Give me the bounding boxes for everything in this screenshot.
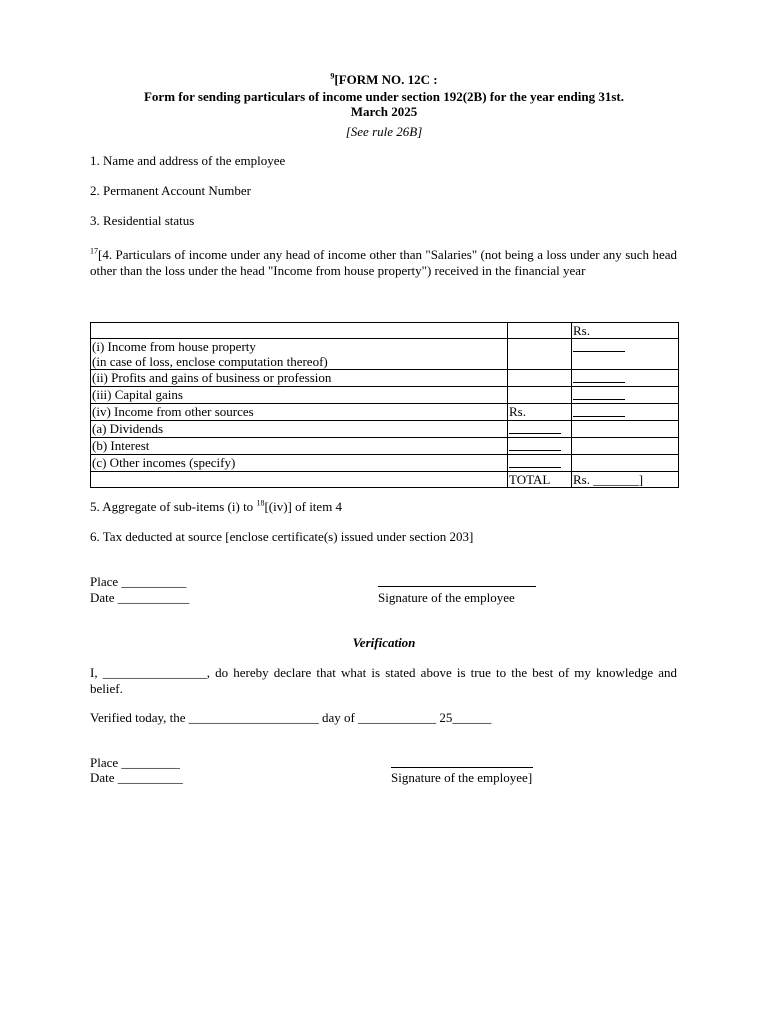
verification-heading: Verification [352, 635, 416, 650]
place-field-1[interactable]: Place __________ [90, 574, 187, 589]
blank-field[interactable] [509, 438, 561, 451]
table-row [91, 421, 679, 438]
income-table [90, 322, 679, 488]
item-1: 1. Name and address of the employee [90, 153, 286, 168]
form-title-line1: Form for sending particulars of income under section 192(2B) for the year ending 31st. [143, 89, 624, 104]
signature-label-2: Signature of the employee] [391, 770, 533, 785]
place-field-2[interactable]: Place _________ [90, 755, 180, 770]
row-other-incomes: (c) Other incomes (specify) [91, 455, 508, 472]
table-row [91, 339, 679, 370]
table-row [91, 404, 679, 421]
row-interest: (b) Interest [91, 438, 508, 455]
row-other-sources: (iv) Income from other sources [91, 404, 508, 421]
item-2: 2. Permanent Account Number [90, 183, 252, 198]
blank-field[interactable] [573, 387, 625, 400]
rule-reference: [See rule 26B] [345, 124, 423, 139]
table-row [91, 387, 679, 404]
item-6: 6. Tax deducted at source [enclose certificate(s) issued under section 203] [90, 529, 474, 544]
blank-field[interactable] [509, 421, 561, 434]
signature-line-2[interactable] [391, 755, 533, 768]
item-3: 3. Residential status [90, 213, 195, 228]
form-title-line2: March 2025 [350, 104, 418, 119]
signature-label-1: Signature of the employee [378, 590, 515, 605]
table-row [91, 323, 679, 339]
rs-header: Rs. [572, 323, 679, 339]
rs-label: Rs. [508, 404, 572, 421]
form-number: $^9$[FORM NO. 12C : [330, 71, 438, 87]
blank-field[interactable] [573, 339, 625, 352]
table-row [91, 438, 679, 455]
item-4: $^{17}$[4. Particulars of income under any head of income other than "Salaries" (not being a loss under any such head other than the loss under the head "Income from house property") received in the financial year [90, 246, 677, 278]
blank-field[interactable] [573, 404, 625, 417]
total-label: TOTAL [508, 472, 572, 488]
table-row [91, 455, 679, 472]
row-business: (ii) Profits and gains of business or profession [91, 370, 508, 387]
total-value: Rs. _______] [572, 472, 679, 488]
blank-field[interactable] [573, 370, 625, 383]
row-dividends: (a) Dividends [91, 421, 508, 438]
table-row [91, 370, 679, 387]
date-field-1[interactable]: Date ___________ [90, 590, 190, 605]
row-house-property: (i) Income from house property [92, 339, 256, 354]
row-house-property-note: (in case of loss, enclose computation thereof) [92, 354, 328, 369]
table-row [91, 472, 679, 488]
item-5: 5. Aggregate of sub-items (i) to $^{18}$[(iv)] of item 4 [90, 498, 343, 514]
row-capital-gains: (iii) Capital gains [91, 387, 508, 404]
date-field-2[interactable]: Date __________ [90, 770, 183, 785]
blank-field[interactable] [509, 455, 561, 468]
verification-declaration: I, ________________, do hereby declare that what is stated above is true to the best of my knowledge and belief. [90, 665, 677, 696]
signature-line-1[interactable] [378, 574, 536, 587]
verified-line: Verified today, the ____________________ day of ____________ 25______ [90, 710, 492, 725]
